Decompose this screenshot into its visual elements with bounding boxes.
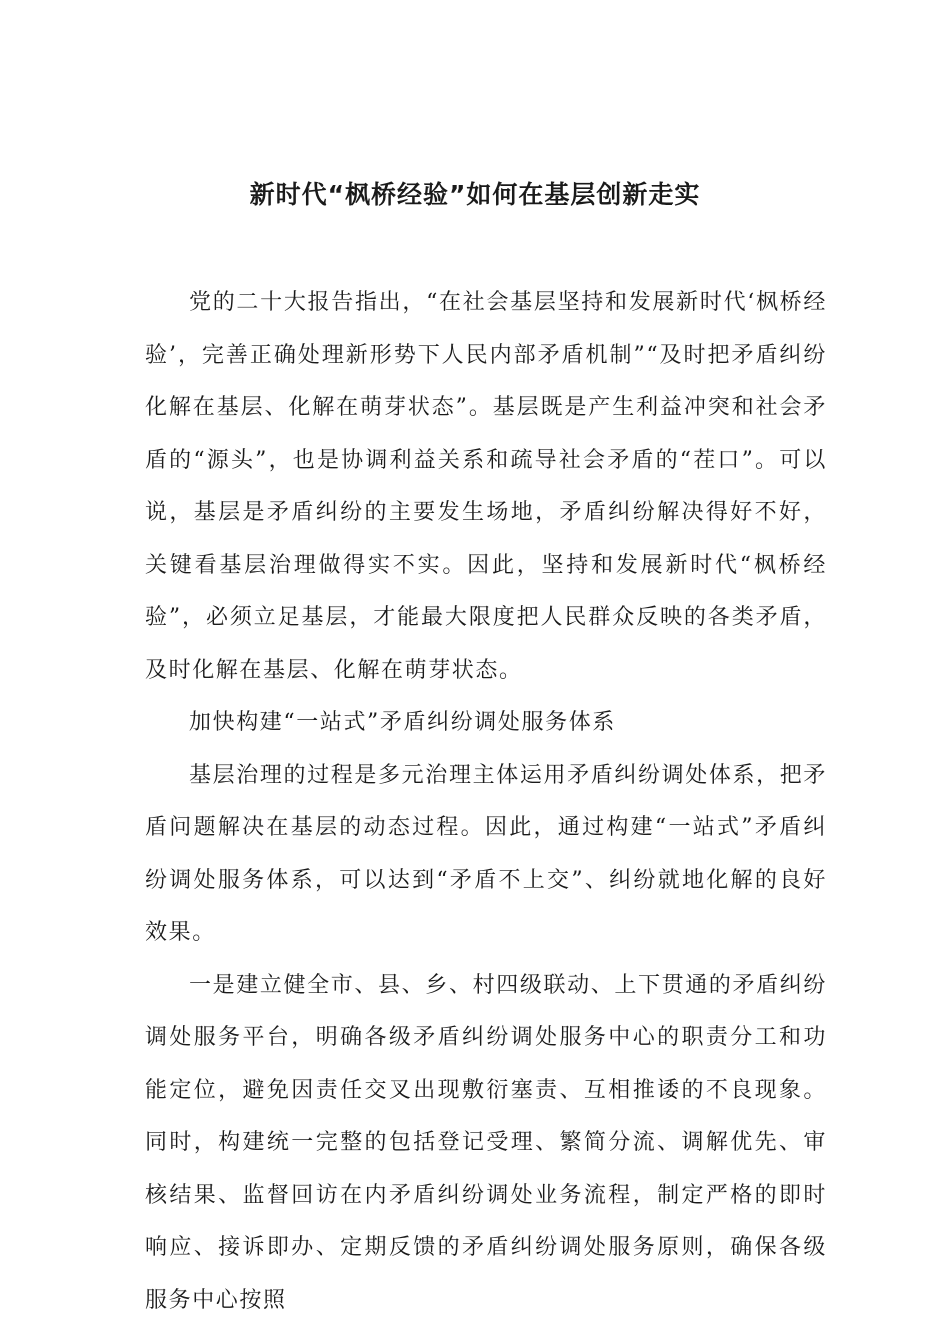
paragraph-intro: 党的二十大报告指出，“在社会基层坚持和发展新时代‘枫桥经验’，完善正确处理新形势下人民内部矛盾机制”“及时把矛盾纠纷化解在基层、化解在萌芽状态”。基层既是产生利益冲突和社会矛盾的“源头”，也是协调利益关系和疏导社会矛盾的“茬口”。可以说，基层是矛盾纠纷的主要发生场地，矛盾纠纷解决得好不好，关键看基层治理做得实不实。因此，坚持和发展新时代“枫桥经验”，必须立足基层，才能最大限度把人民群众反映的各类矛盾，及时化解在基层、化解在萌芽状态。 <box>145 290 827 683</box>
document-body <box>145 277 827 1327</box>
paragraph-point-one: 一是建立健全市、县、乡、村四级联动、上下贯通的矛盾纠纷调处服务平台，明确各级矛盾纠纷调处服务中心的职责分工和功能定位，避免因责任交叉出现敷衍塞责、互相推诿的不良现象。同时，构建统一完整的包括登记受理、繁简分流、调解优先、审核结果、监督回访在内矛盾纠纷调处业务流程，制定严格的即时响应、接诉即办、定期反馈的矛盾纠纷调处服务原则，确保各级服务中心按照 <box>145 972 827 1313</box>
paragraph-process: 基层治理的过程是多元治理主体运用矛盾纠纷调处体系，把矛盾问题解决在基层的动态过程。因此，通过构建“一站式”矛盾纠纷调处服务体系，可以达到“矛盾不上交”、纠纷就地化解的良好效果。 <box>145 762 827 945</box>
section-heading: 加快构建“一站式”矛盾纠纷调处服务体系 <box>189 710 616 735</box>
document-title: 新时代“枫桥经验”如何在基层创新走实 <box>249 179 701 209</box>
